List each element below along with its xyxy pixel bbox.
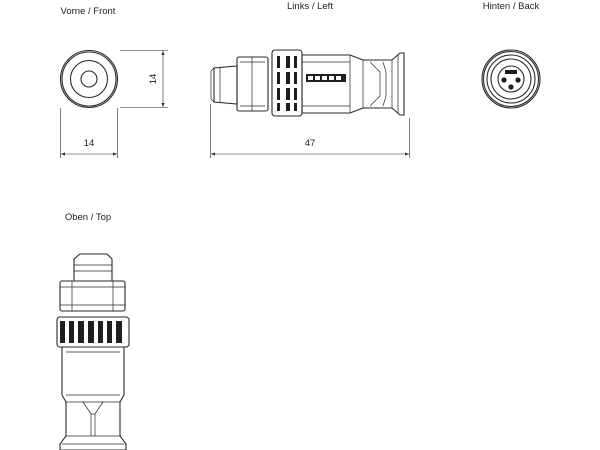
left-length-dimension: 47 — [304, 138, 316, 149]
left-view-title: Links / Left — [287, 1, 333, 12]
front-height-dimension: 14 — [148, 73, 159, 85]
back-view-title: Hinten / Back — [482, 1, 540, 12]
left-view — [211, 50, 410, 158]
front-view-title: Vorne / Front — [60, 6, 116, 17]
front-view — [61, 51, 169, 159]
top-view — [57, 254, 129, 450]
front-width-dimension: 14 — [83, 138, 95, 149]
top-view-title: Oben / Top — [64, 212, 112, 223]
back-view — [482, 50, 540, 108]
